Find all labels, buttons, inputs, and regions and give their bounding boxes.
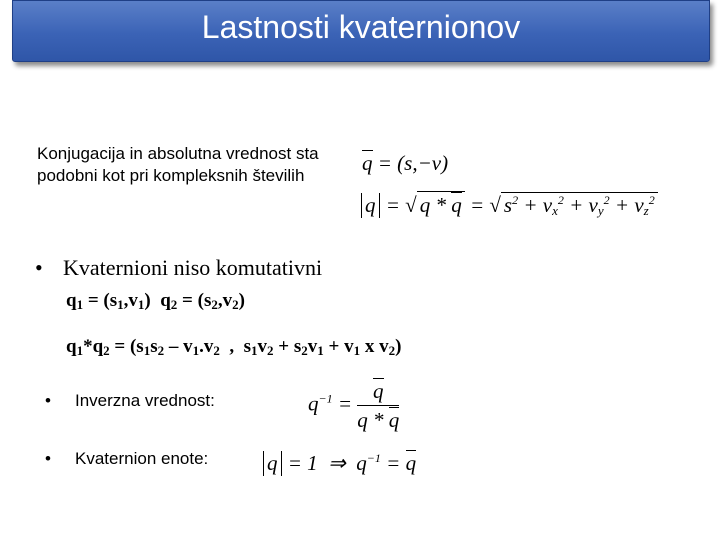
intro-text: Konjugacija in absolutna vrednost sta podobni kot pri kompleksnih številih — [37, 144, 319, 185]
inverse-formula: $q^{-1}$ = $\frac{q}{q * q}$ — [308, 379, 400, 432]
bullet-inverse-text: Inverzna vrednost: — [75, 391, 215, 410]
unit-quaternion-formula: q = 1 ⇒ $q^{-1} = q$ — [262, 450, 416, 476]
magnitude-formula: q = √ q * q = √ $s^2 + v_x^2 + v_y^2 + v_z^2$ — [360, 191, 658, 219]
slide-title: Lastnosti kvaternionov — [201, 9, 521, 45]
bullet-unit-text: Kvaternion enote: — [75, 449, 209, 468]
conjugate-formula: q = (s,−v) — [362, 151, 449, 175]
bullet-unit: • Kvaternion enote: — [45, 449, 209, 468]
product-formula: $q_1*q_2 = (s_1s_2 - v_1.v_2$ , $s_1v_2 + s_2v_1 + v_1$ x $v_2$) — [66, 336, 402, 358]
bullet-non-commutative-text: Kvaternioni niso komutativni — [63, 255, 323, 280]
quaternion-definitions: $q_1 = (s_1,v_1) q_2 = (s_2,v_2)$ — [66, 290, 245, 312]
title-bar — [12, 0, 710, 62]
bullet-non-commutative: • Kvaternioni niso komutativni — [35, 255, 323, 280]
bullet-inverse: • Inverzna vrednost: — [45, 391, 215, 410]
